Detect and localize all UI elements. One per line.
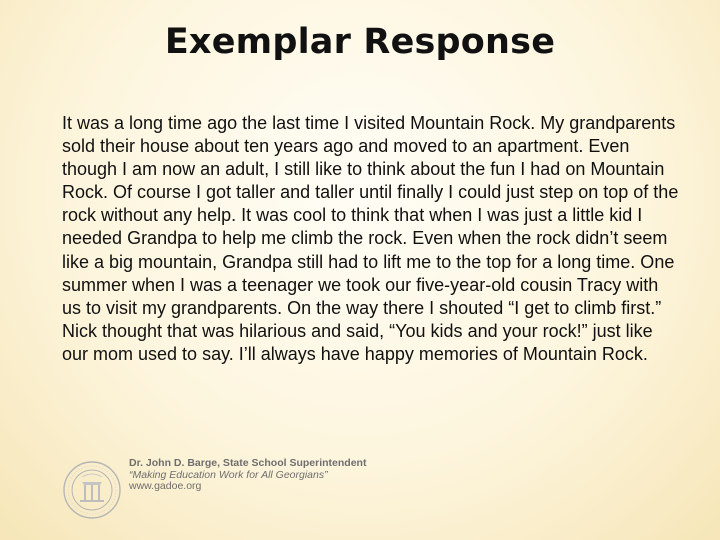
footer-text [129,458,369,493]
exemplar-response-text: It was a long time ago the last time I visited Mountain Rock. My grandparents sold their house about ten years ago and moved to an apartment. Even though I am now an adult, I still like to think about the fun I had on Mountain Rock. Of course I got taller and taller until finally I could just step on top of the rock without any help. It was cool to think that when I was just a little kid I needed Grandpa to help me climb the rock. Even when the rock didn’t seem like a big mountain, Grandpa still had to lift me to the top for a long time. One summer when I was a teenager we took our five-year-old cousin Tracy with us to visit my grandparents. On the way there I shouted “I get to climb first.” Nick thought that was hilarious and said, “You kids and your rock!” just like our mom used to say. I’ll always have happy memories of Mountain Rock. [62,113,679,364]
slide-title: Exemplar Response [164,22,556,62]
footer-url[interactable]: www.gadoe.org [129,480,202,492]
georgia-state-seal-icon [62,460,122,520]
footer-slogan: “Making Education Work for All Georgians” [129,468,328,481]
footer [62,457,367,530]
superintendent-name: Dr. John D. Barge, State School Superintendent [129,457,367,469]
